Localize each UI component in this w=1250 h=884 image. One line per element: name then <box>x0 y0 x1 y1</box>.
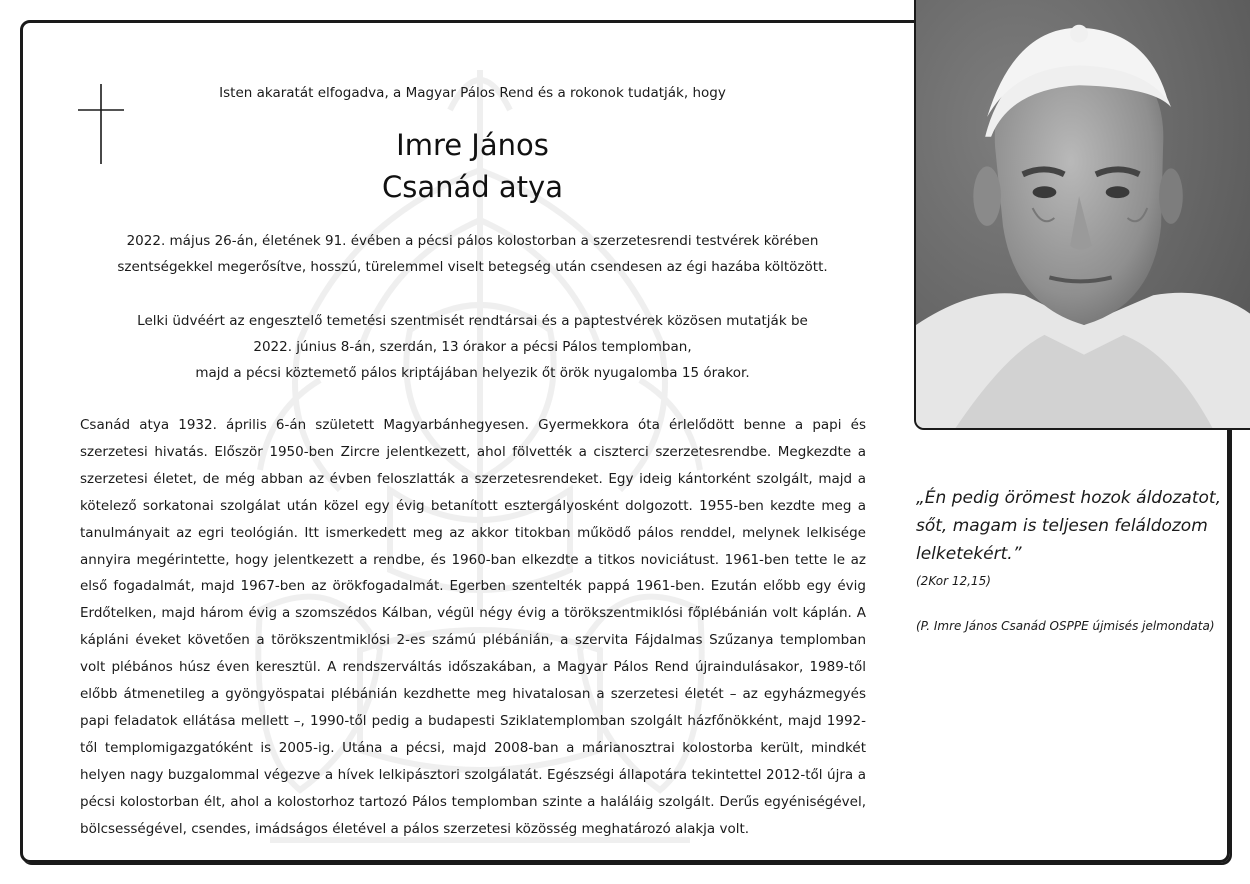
deceased-name <box>80 124 865 208</box>
motto-reference: (2Kor 12,15) <box>916 574 991 588</box>
biography-paragraph: Csanád atya 1932. április 6-án született Magyarbánhegyesen. Gyermekkora óta érlelődött benne a papi és szerzetesi hivatás. Először 1950-ben Zircre jelentkezett, ahol fölvették a ciszterci szerzetesrendbe. Megkezdte a szerzetesi életet, de még abban az évben feloszlatták a szerzetesrendeket. Egy ideig kántorként szolgált, majd a kötelező sorkatonai szolgálat után közel egy évig betanított esztergályosként dolgozott. 1955-ben kezdte meg a tanulmányait az egri teológián. Itt ismerkedett meg az akkor titokban működő pálos renddel, melynek lelkisége annyira megérintette, hogy jelentkezett a rendbe, és 1960-ban elkezdte a titkos noviciátust. 1961-ben tette le az első fogadalmát, majd 1967-ben az örökfogadalmát. Egerben szentelték pappá 1961-ben. Ezután előbb egy évig Erdőtelken, majd három évig a szomszédos Kálban, végül négy évig a törökszentmiklósi főplébánián volt káplán. A kápláni éveket követően a törökszentmiklósi 2-es számú plébánián, a szervita Fájdalmas Szűzanya templomban volt plébános húsz éven keresztül. A rendszerváltás időszakában, a Magyar Pálos Rend újraindulásakor, 1989-től előbb átmenetileg a gyöngyöspatai plébánián kezdhette meg hivatalosan a szerzetesi életét – az egyházmegyés papi feladatok ellátása mellett –, 1990-től pedig a budapesti Sziklatemplomban szolgált házfőnökként, majd 1992-től templomigazgatóként is 2005-ig. Utána a pécsi, majd 2008-ban a márianosztrai kolostorba került, mindkét helyen nagy buzgalommal végezve a hívek lelkipásztori szolgálatát. Egészségi állapotára tekintettel 2012-től újra a pécsi kolostorban élt, ahol a kolostorhoz tartozó Pálos templomban szinte a haláláig szolgált. Derűs egyéniségével, bölcsességével, csendes, imádságos életével a pálos szerzetesi közösség meghatározó alakja volt. <box>80 417 866 837</box>
intro-line: Isten akaratát elfogadva, a Magyar Pálos Rend és a rokonok tudatják, hogy <box>219 85 726 101</box>
motto-attribution: (P. Imre János Csanád OSPPE újmisés jelmondata) <box>916 619 1215 633</box>
name-line-2: Csanád atya <box>382 170 563 204</box>
portrait-icon <box>916 0 1250 428</box>
name-line-1: Imre János <box>396 128 549 162</box>
death-paragraph: 2022. május 26-án, életének 91. évében a pécsi pálos kolostorban a szerzetesrendi testvérek körében szentségekkel megerősítve, hosszú, türelemmel viselt betegség után csendesen az égi hazába költözött. <box>117 233 828 275</box>
portrait-photo <box>914 0 1250 430</box>
funeral-paragraph <box>80 308 865 386</box>
motto-quote: „Én pedig örömest hozok áldozatot, sőt, magam is teljesen feláldozom lelketekért.” <box>916 488 1221 564</box>
funeral-line-1: Lelki üdvéért az engesztelő temetési szentmisét rendtársai és a paptestvérek közösen mutatják be <box>137 313 808 329</box>
funeral-line-3: majd a pécsi köztemető pálos kriptájában helyezik őt örök nyugalomba 15 órakor. <box>195 365 750 381</box>
funeral-line-2: 2022. június 8-án, szerdán, 13 órakor a pécsi Pálos templomban, <box>253 339 692 355</box>
